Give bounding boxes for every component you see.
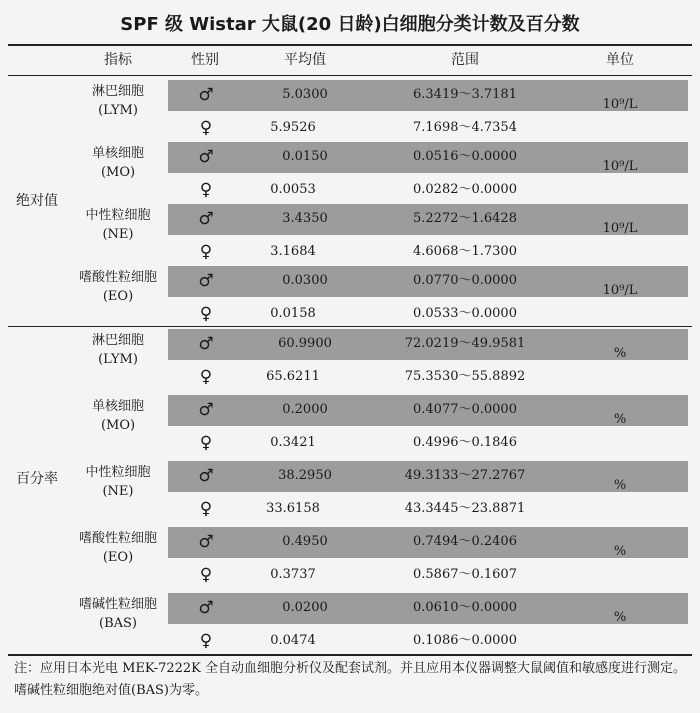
indicator-abbr: (LYM) [98,352,138,367]
female-symbol: ♀ [199,304,213,324]
female-mean: 65.6211 [266,369,320,384]
male-mean: 5.0300 [282,87,328,102]
male-mean: 0.0200 [282,600,328,615]
bottom-rule [8,654,692,656]
male-range: 72.0219～49.9581 [404,336,526,351]
male-mean: 3.4350 [282,211,328,226]
female-range: 75.3530～55.8892 [404,369,526,384]
table-header [0,45,700,75]
header-mean: 平均值 [284,52,326,68]
male-mean: 60.9900 [278,336,332,351]
header-sex: 性别 [191,52,219,68]
header-indicator: 指标 [104,52,132,68]
indicator-abbr: (NE) [102,484,134,499]
unit-label: % [613,544,627,559]
male-range: 0.7494～0.2406 [413,534,517,549]
male-mean: 0.0150 [282,149,328,164]
female-symbol: ♀ [199,631,213,651]
indicator-abbr: (BAS) [99,616,137,631]
unit-label: % [613,610,627,625]
female-mean: 0.0053 [270,182,316,197]
female-mean: 33.6158 [266,501,320,516]
footnote: 注：应用日本光电 MEK-7222K 全自动血细胞分析仪及配套试剂。并且应用本仪器调整大鼠阈值和敏感度进行测定。嗜碱性粒细胞绝对值(BAS)为零。 [14,661,687,698]
unit-label: 10⁹/L [602,221,638,236]
indicator-name: 淋巴细胞 [91,333,144,348]
unit-label: % [613,412,627,427]
female-range: 43.3445～23.8871 [404,501,526,516]
female-range: 4.6068～1.7300 [413,244,517,259]
female-symbol: ♀ [199,565,213,585]
female-range: 0.0533～0.0000 [413,306,517,321]
male-symbol: ♂ [198,209,214,229]
male-mean: 0.2000 [282,402,328,417]
female-symbol: ♀ [199,367,213,387]
female-symbol: ♀ [199,118,213,138]
unit-label: 10⁹/L [602,159,638,174]
female-range: 0.0282～0.0000 [413,182,517,197]
indicator-name: 单核细胞 [91,146,144,161]
indicator-name: 单核细胞 [91,399,144,414]
male-range: 0.4077～0.0000 [413,402,517,417]
section-divider-rule [8,326,692,327]
indicator-abbr: (MO) [100,165,136,180]
unit-label: % [613,346,627,361]
male-symbol: ♂ [198,147,214,167]
female-mean: 0.3737 [270,567,316,582]
unit-label: 10⁹/L [602,283,638,298]
group-percent-label: 百分率 [16,471,58,487]
table-title: SPF 级 Wistar 大鼠(20 日龄)白细胞分类计数及百分数 [120,14,580,35]
indicator-name: 嗜酸性粒细胞 [78,531,157,546]
female-mean: 0.3421 [270,435,316,450]
female-mean: 0.0158 [270,306,316,321]
male-symbol: ♂ [198,334,214,354]
male-symbol: ♂ [198,85,214,105]
indicator-abbr: (MO) [100,418,136,433]
male-range: 0.0516～0.0000 [413,149,517,164]
male-mean: 0.4950 [282,534,328,549]
indicator-abbr: (LYM) [98,103,138,118]
unit-label: % [613,478,627,493]
indicator-name: 淋巴细胞 [91,84,144,99]
indicator-name: 嗜酸性粒细胞 [78,270,157,285]
group-absolute-label: 绝对值 [16,193,58,209]
female-symbol: ♀ [199,242,213,262]
header-rule [8,75,692,76]
indicator-name: 嗜碱性粒细胞 [78,597,157,612]
male-symbol: ♂ [198,598,214,618]
male-symbol: ♂ [198,271,214,291]
female-mean: 3.1684 [270,244,316,259]
male-symbol: ♂ [198,532,214,552]
male-range: 0.0610～0.0000 [413,600,517,615]
male-range: 49.3133～27.2767 [404,468,526,483]
header-range: 范围 [451,52,479,68]
indicator-abbr: (EO) [102,289,134,304]
indicator-name: 中性粒细胞 [85,465,151,480]
indicator-abbr: (NE) [102,227,134,242]
male-symbol: ♂ [198,466,214,486]
unit-label: 10⁹/L [602,97,638,112]
male-symbol: ♂ [198,400,214,420]
female-range: 7.1698～4.7354 [413,120,517,135]
header-unit: 单位 [606,52,634,68]
female-range: 0.5867～0.1607 [413,567,517,582]
indicator-abbr: (EO) [102,550,134,565]
female-mean: 5.9526 [270,120,316,135]
male-range: 5.2272～1.6428 [413,211,517,226]
indicator-name: 中性粒细胞 [85,208,151,223]
female-range: 0.1086～0.0000 [413,633,517,648]
female-symbol: ♀ [199,499,213,519]
male-range: 6.3419～3.7181 [413,87,517,102]
female-range: 0.4996～0.1846 [413,435,517,450]
male-range: 0.0770～0.0000 [413,273,517,288]
male-mean: 0.0300 [282,273,328,288]
male-mean: 38.2950 [278,468,332,483]
female-symbol: ♀ [199,433,213,453]
female-symbol: ♀ [199,180,213,200]
female-mean: 0.0474 [270,633,316,648]
